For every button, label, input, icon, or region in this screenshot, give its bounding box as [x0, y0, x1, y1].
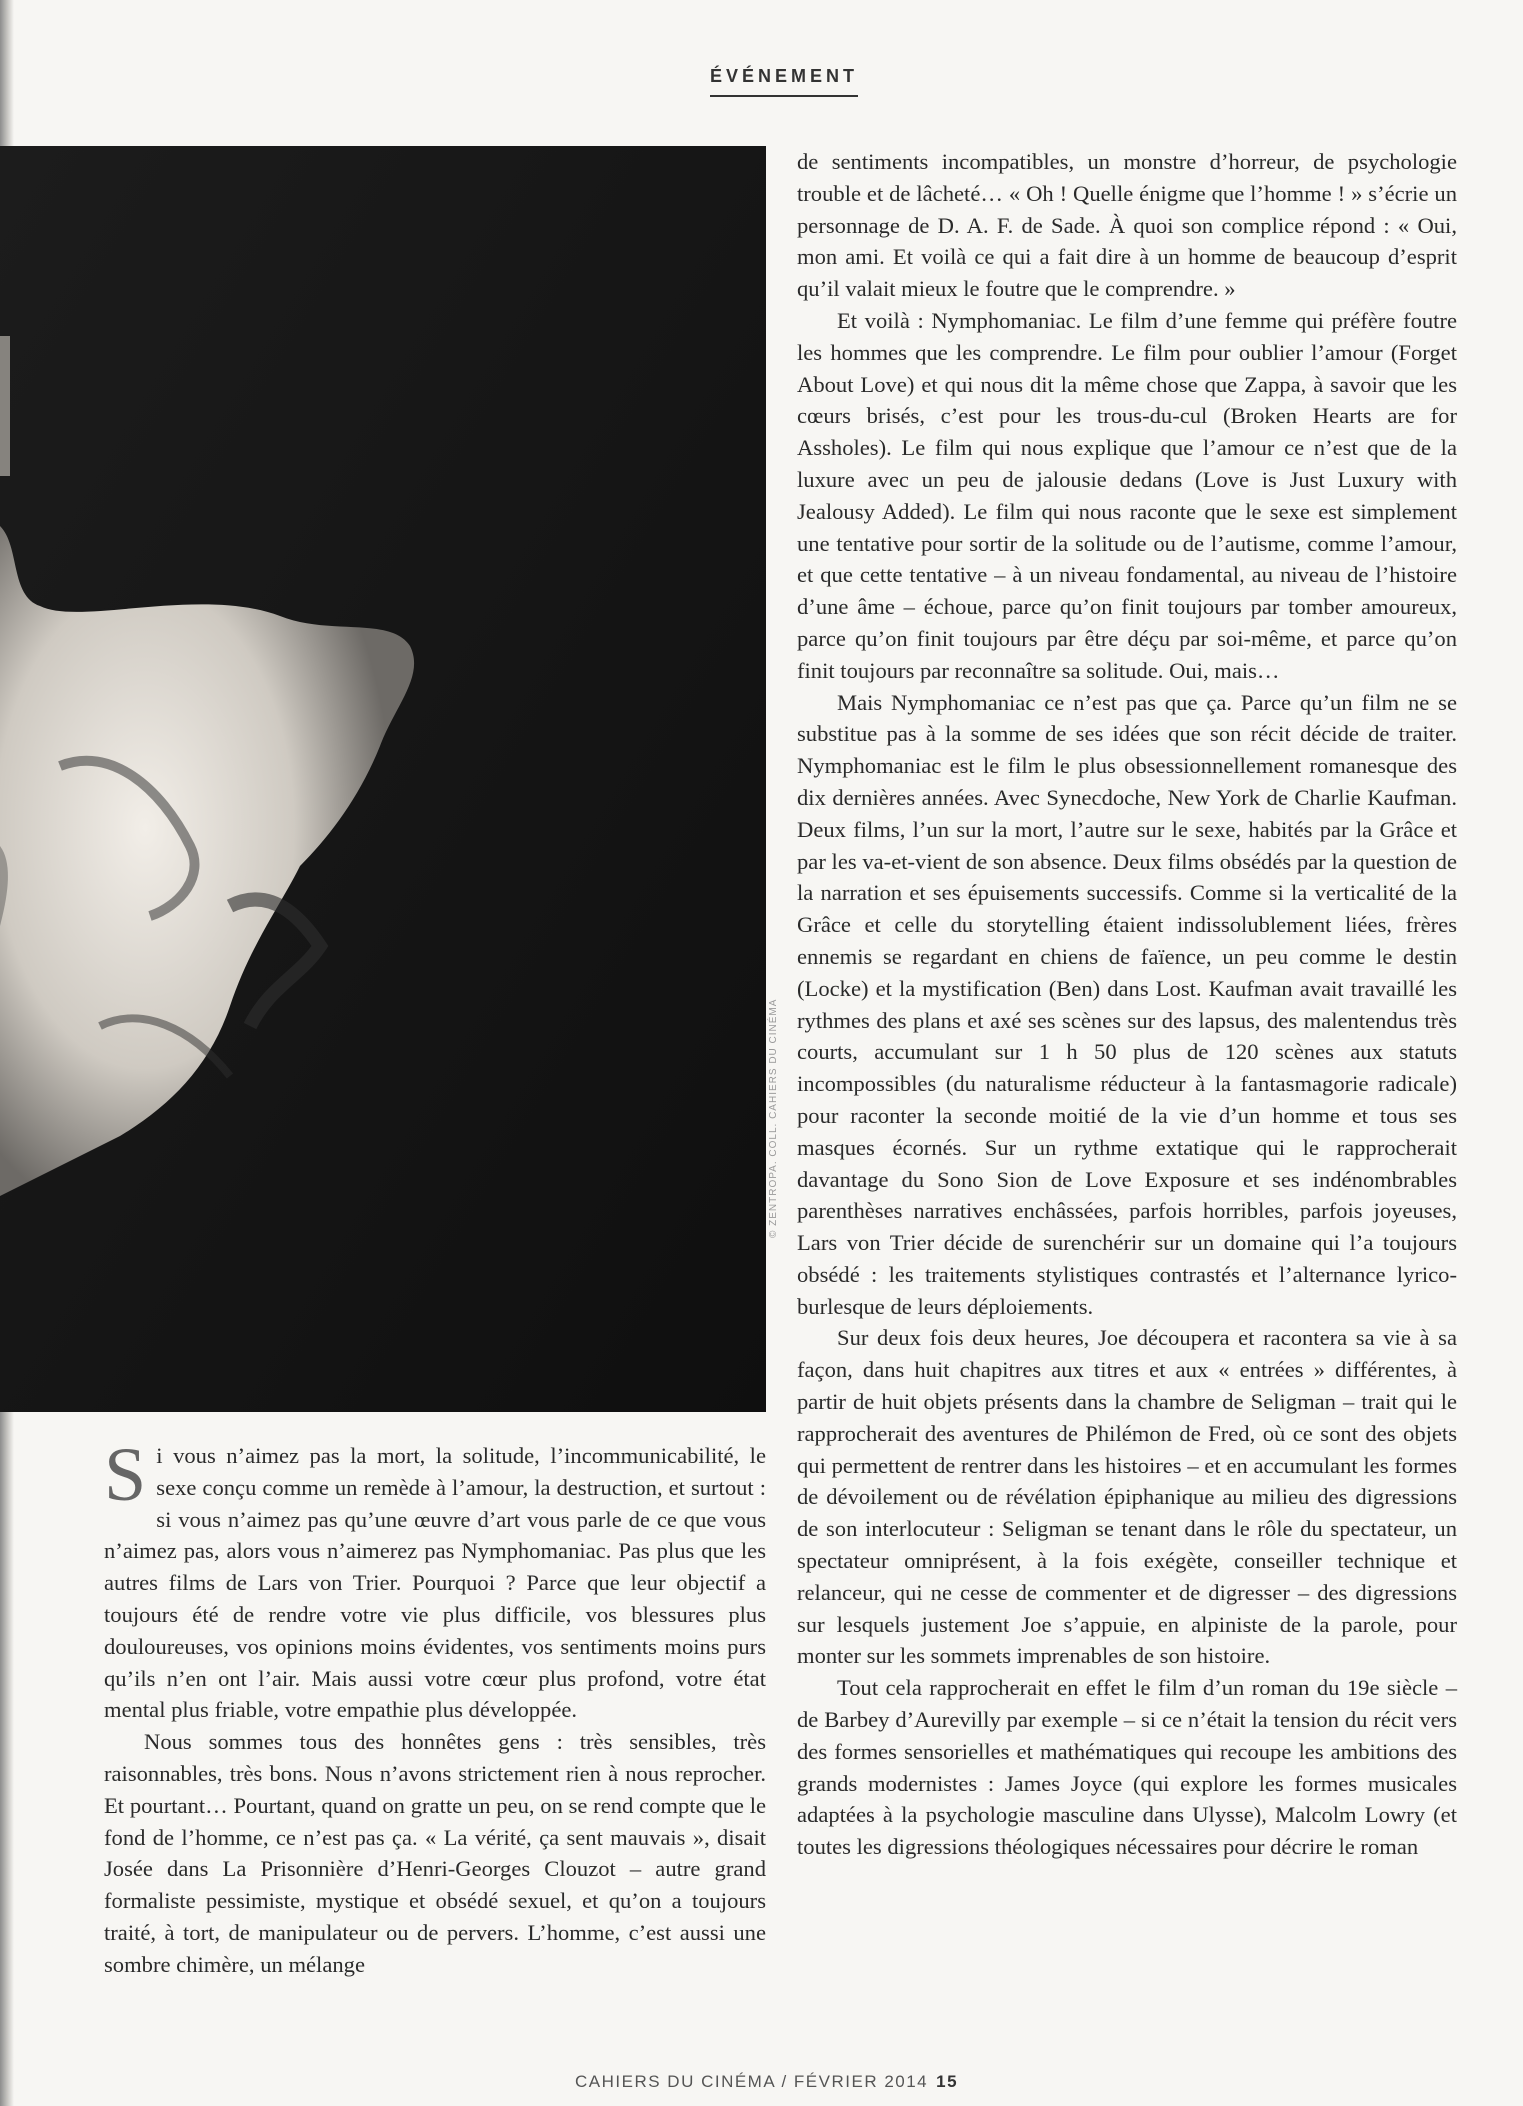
- left-column: [104, 1433, 766, 1981]
- drop-cap: S: [104, 1433, 147, 1517]
- publication-name: CAHIERS DU CINÉMA / FÉVRIER 2014: [575, 2072, 929, 2091]
- right-column: [797, 146, 1457, 1863]
- paragraph: Nous sommes tous des honnêtes gens : très sensibles, très raisonnables, très bons. Nous n’avons strictement rien à nous reprocher. Et pourtant… Pourtant, quand on gratte un peu, on se rend compte que le fond de l’homme, ce n’est pas ça. « La vérité, ça sent mauvais », disait Josée dans La Prisonnière d’Henri-Georges Clouzot – autre grand formaliste pessimiste, mystique et obsédé sexuel, et qu’on a toujours traité, à tort, de manipulateur ou de pervers. L’homme, c’est aussi une sombre chimère, un mélange: [104, 1729, 766, 1977]
- section-header: ÉVÉNEMENT: [710, 66, 858, 97]
- paragraph: de sentiments incompatibles, un monstre d’horreur, de psychologie trouble et de lâcheté… « Oh ! Quelle énigme que l’homme ! » s’écrie un personnage de D. A. F. de Sade. À quoi son complice répond : « Oui, mon ami. Et voilà ce qui a fait dire à un homme de beaucoup d’esprit qu’il valait mieux le foutre que le comprendre. »: [797, 149, 1457, 302]
- photo-image: [0, 146, 766, 1412]
- paragraph: Sur deux fois deux heures, Joe découpera et racontera sa vie à sa façon, dans huit chapitres aux titres et aux « entrées » différentes, à partir de huit objets présents dans la chambre de Seligman – trait qui le rapprocherait des aventures de Philémon de Fred, où ce sont des objets qui permettent de rentrer dans les histoires – et en accumulant les formes de dévoilement ou de révélation épiphanique au milieu des digressions de son interlocuteur : Seligman se tenant dans le rôle du spectateur, un spectateur omniprésent, à la fois exégète, conseiller technique et relanceur, qui ne cesse de commenter et de digresser – des digressions sur lesquels justement Joe s’appuie, en alpiniste de la parole, pour monter sur les sommets imprenables de son histoire.: [797, 1325, 1457, 1669]
- paragraph: Mais Nymphomaniac ce n’est pas que ça. Parce qu’un film ne se substitue pas à la somme de ses idées que son récit décide de traiter. Nymphomaniac est le film le plus obsessionnellement romanesque des dix dernières années. Avec Synecdoche, New York de Charlie Kaufman. Deux films, l’un sur la mort, l’autre sur le sexe, habités par la Grâce et par les va-et-vient de son absence. Deux films obsédés par la question de la narration et ses épuisements successifs. Comme si la verticalité de la Grâce et celle du storytelling étaient indissolublement liées, frères ennemis se regardant en chiens de faïence, un peu comme le destin (Locke) et la mystification (Ben) dans Lost. Kaufman avait travaillé les rythmes des plans et axé ses scènes sur des lapsus, des malentendus très courts, accumulant sur 1 h 50 plus de 120 scènes aux statuts incompossibles (du naturalisme réducteur à la fantasmagorie radicale) pour raconter la seconde moitié de la vie d’un homme et tous ses masques écornés. Sur un rythme extatique qui le rapprocherait davantage du Sono Sion de Love Exposure et ses indénombrables parenthèses narratives enchâssées, parfois horribles, parfois joyeuses, Lars von Trier décide de surenchérir sur un domaine qui l’a toujours obsédé : les traitements stylistiques contrastés et l’alternance lyrico-burlesque de leurs déploiements.: [797, 689, 1457, 1319]
- page-footer: [575, 2072, 958, 2092]
- photo-credit: © ZENTROPA. COLL. CAHIERS DU CINÉMA: [768, 998, 779, 1238]
- paragraph-text: i vous n’aimez pas la mort, la solitude, l’incommunicabilité, le sexe conçu comme un remède à l’amour, la destruction, et surtout : si vous n’aimez pas qu’une œuvre d’art vous parle de ce que vous n’aimez pas, alors vous n’aimerez pas Nymphomaniac. Pas plus que les autres films de Lars von Trier. Pourquoi ? Parce que leur objectif a toujours été de rendre votre vie plus difficile, vos blessures plus douloureuses, vos opinions moins évidentes, vos sentiments moins purs qu’ils n’en ont l’air. Mais aussi votre cœur plus profond, votre état mental plus friable, votre empathie plus développée.: [104, 1443, 766, 1723]
- paragraph: Et voilà : Nymphomaniac. Le film d’une femme qui préfère foutre les hommes que les comprendre. Le film pour oublier l’amour (Forget About Love) et qui nous dit la même chose que Zappa, à savoir que les cœurs brisés, c’est pour les trous-du-cul (Broken Hearts are for Assholes). Le film qui nous explique que l’amour ce n’est que de la luxure avec un peu de jalousie dedans (Love is Just Luxury with Jealousy Added). Le film qui nous raconte que le sexe est simplement une tentative pour sortir de la solitude ou de l’autisme, comme l’amour, et que cette tentative – à un niveau fondamental, au niveau de l’histoire d’une âme – échoue, parce qu’on finit toujours par tomber amoureux, parce qu’on finit toujours par être déçu par soi-même, et parce qu’on finit toujours par reconnaître sa solitude. Oui, mais…: [797, 307, 1457, 683]
- film-still-photo: [0, 146, 766, 1412]
- page-number: 15: [936, 2072, 959, 2091]
- paragraph: Tout cela rapprocherait en effet le film d’un roman du 19e siècle – de Barbey d’Aurevilly par exemple – si ce n’était la tension du récit vers des formes sensorielles et mathématiques qui recoupe les ambitions des grands modernistes : James Joyce (qui explore les formes musicales adaptées à la psychologie masculine dans Ulysse), Malcolm Lowry (et toutes les digressions théologiques nécessaires pour décrire le roman: [797, 1675, 1457, 1860]
- opening-paragraph: [104, 1433, 766, 1726]
